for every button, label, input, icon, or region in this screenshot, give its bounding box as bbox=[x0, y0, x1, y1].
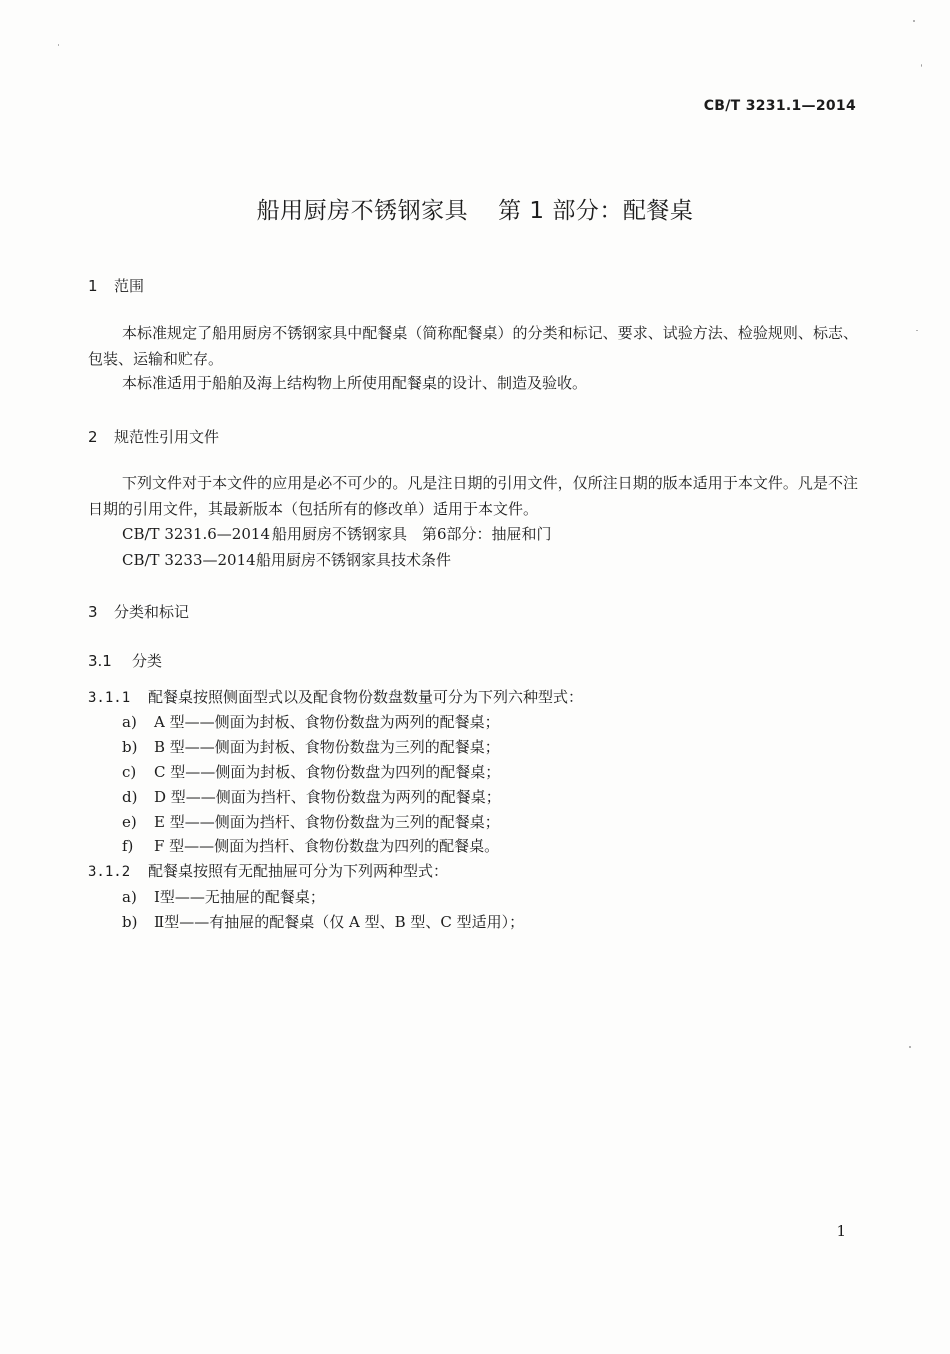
scan-speck bbox=[921, 64, 922, 67]
clause-3-1-1 bbox=[88, 686, 583, 707]
reference-item bbox=[122, 523, 552, 544]
list-marker: a) bbox=[122, 888, 137, 906]
reference-code: CB/T 3231.6—2014 bbox=[122, 525, 270, 543]
section-number: 3 bbox=[88, 603, 98, 621]
reference-title: 船用厨房不锈钢家具 第6部分：抽屉和门 bbox=[272, 525, 552, 543]
list-text: Ⅰ型——无抽屉的配餐桌； bbox=[154, 888, 325, 906]
clause-text: 配餐桌按照侧面型式以及配食物份数盘数量可分为下列六种型式： bbox=[148, 688, 584, 706]
list-marker: a) bbox=[122, 713, 137, 731]
list-marker: e) bbox=[122, 813, 137, 831]
title-main: 船用厨房不锈钢家具 bbox=[256, 198, 469, 224]
section-2-paragraph-1: 下列文件对于本文件的应用是必不可少的。凡是注日期的引用文件，仅所注日期的版本适用于本文件。凡是不注日期的引用文件，其最新版本（包括所有的修改单）适用于本文件。 bbox=[88, 474, 858, 518]
list-text: B 型——侧面为封板、食物份数盘为三列的配餐桌； bbox=[154, 738, 500, 756]
clause-number: 3.1.1 bbox=[88, 690, 131, 706]
list-item bbox=[122, 835, 499, 856]
list-text: D 型——侧面为挡杆、食物份数盘为两列的配餐桌； bbox=[154, 788, 501, 806]
clause-number: 3.1.2 bbox=[88, 864, 131, 880]
list-marker: f) bbox=[122, 837, 134, 855]
list-marker: c) bbox=[122, 763, 137, 781]
section-title: 规范性引用文件 bbox=[114, 428, 220, 446]
list-text: C 型——侧面为封板、食物份数盘为四列的配餐桌； bbox=[154, 763, 501, 781]
scan-speck bbox=[916, 330, 918, 331]
list-item bbox=[122, 786, 501, 807]
subsection-3-1-heading bbox=[88, 651, 162, 671]
reference-title: 船用厨房不锈钢家具技术条件 bbox=[256, 551, 452, 569]
section-3-heading bbox=[88, 602, 189, 622]
subsection-title: 分类 bbox=[132, 652, 163, 670]
subsection-number: 3.1 bbox=[88, 652, 112, 670]
section-number: 1 bbox=[88, 277, 98, 295]
section-1-paragraph-1: 本标准规定了船用厨房不锈钢家具中配餐桌（简称配餐桌）的分类和标记、要求、试验方法、检验规则、标志、包装、运输和贮存。 bbox=[88, 324, 858, 368]
list-text: F 型——侧面为挡杆、食物份数盘为四列的配餐桌。 bbox=[154, 837, 500, 855]
section-title: 范围 bbox=[114, 277, 145, 295]
list-item bbox=[122, 761, 500, 782]
list-marker: b) bbox=[122, 738, 138, 756]
list-item bbox=[122, 736, 500, 757]
document-title bbox=[0, 192, 950, 225]
page-number: 1 bbox=[836, 1222, 846, 1240]
list-text: E 型——侧面为挡杆、食物份数盘为三列的配餐桌； bbox=[154, 813, 500, 831]
scan-speck bbox=[913, 20, 915, 22]
list-item bbox=[122, 711, 500, 732]
clause-3-1-2 bbox=[88, 860, 448, 881]
reference-code: CB/T 3233—2014 bbox=[122, 551, 256, 569]
scan-speck bbox=[909, 1046, 911, 1048]
section-title: 分类和标记 bbox=[114, 603, 190, 621]
scan-speck bbox=[58, 44, 59, 46]
title-part: 第 1 部分：配餐桌 bbox=[498, 198, 694, 224]
list-marker: d) bbox=[122, 788, 138, 806]
list-text: A 型——侧面为封板、食物份数盘为两列的配餐桌； bbox=[154, 713, 500, 731]
list-marker: b) bbox=[122, 913, 138, 931]
list-item bbox=[122, 811, 500, 832]
reference-item bbox=[122, 549, 451, 570]
section-number: 2 bbox=[88, 428, 98, 446]
list-item bbox=[122, 886, 325, 907]
section-1-heading bbox=[88, 276, 144, 296]
clause-text: 配餐桌按照有无配抽屉可分为下列两种型式： bbox=[148, 862, 449, 880]
document-code: CB/T 3231.1—2014 bbox=[703, 98, 856, 114]
section-1-paragraph-2: 本标准适用于船舶及海上结构物上所使用配餐桌的设计、制造及验收。 bbox=[122, 374, 588, 392]
section-2-heading bbox=[88, 427, 219, 447]
list-item bbox=[122, 911, 524, 932]
list-text: Ⅱ型——有抽屉的配餐桌（仅 A 型、B 型、C 型适用）； bbox=[154, 913, 525, 931]
